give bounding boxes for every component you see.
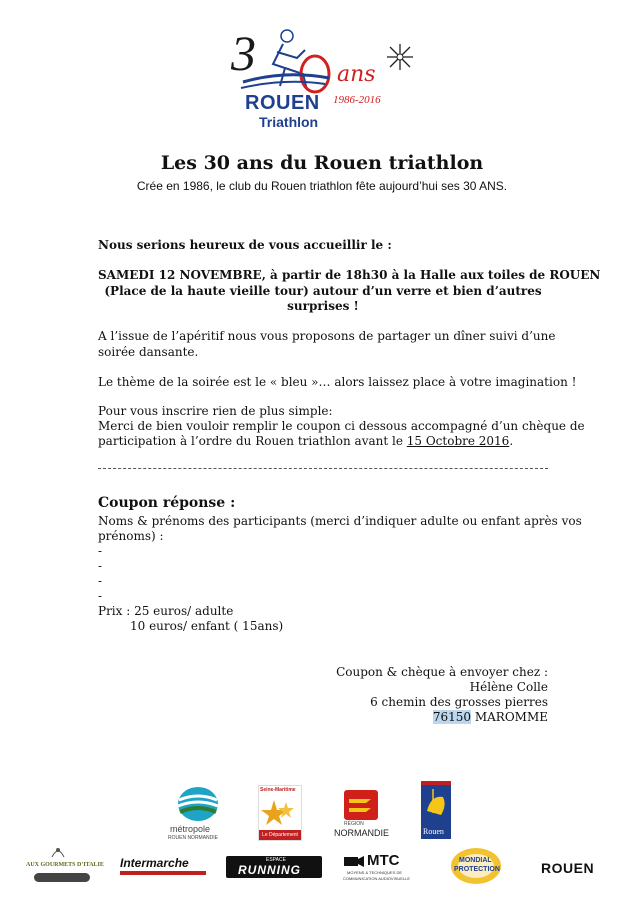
logo-triathlon-text: Triathlon <box>259 114 319 130</box>
mondial-text-1: MONDIAL <box>459 857 492 864</box>
sponsor-seine-maritime-logo <box>258 785 302 841</box>
coupon-title: Coupon réponse : <box>98 495 236 511</box>
register-line-3 <box>98 434 513 449</box>
logo-rouen-text: ROUEN <box>245 92 320 114</box>
sponsor-rouen-city-logo <box>421 781 451 839</box>
metropole-text: métropole <box>170 824 211 834</box>
sponsor-metropole-logo <box>168 786 228 842</box>
seine-top-text: Seine-Maritime <box>260 787 296 793</box>
sponsor-espace-running-logo <box>226 856 322 878</box>
address-line-4 <box>433 710 548 725</box>
address-line-2: Hélène Colle <box>469 680 548 694</box>
mtc-camera-icon <box>343 854 365 868</box>
running-text: RUNNING <box>238 863 301 877</box>
firework-icon <box>385 42 415 72</box>
event-line-2: (Place de la haute vieille tour) autour d’un verre et bien d’autres <box>104 284 542 298</box>
event-line-1: SAMEDI 12 NOVEMBRE, à partir de 18h30 à la Halle aux toiles de ROUEN <box>98 268 601 282</box>
rouen-triathlon-30-logo <box>225 24 425 136</box>
intermarche-underline <box>120 871 206 875</box>
intermarche-text: Intermarche <box>120 856 189 870</box>
mondial-text-2: PROTECTION <box>454 866 500 873</box>
event-line-3: surprises ! <box>287 299 359 313</box>
region-small-text: RÉGION <box>344 821 364 827</box>
postcode: 76150 <box>432 710 472 724</box>
rouen-city-text: Rouen <box>423 827 444 836</box>
invite-text: Nous serions heureux de vous accueillir le : <box>98 238 392 252</box>
mtc-sub-text-2: COMMUNICATION AUDIOVISUELLE <box>343 876 411 881</box>
espace-text: ESPACE <box>266 857 286 863</box>
logo-ans-text: ans <box>337 62 376 87</box>
sponsor-rouen-logo <box>541 860 611 880</box>
price-adult: Prix : 25 euros/ adulte <box>98 604 234 618</box>
metropole-globe-icon <box>176 786 220 822</box>
city: MAROMME <box>471 710 548 724</box>
sponsor-intermarche-logo <box>120 856 210 878</box>
register-line-3-suffix: . <box>509 434 514 448</box>
register-line-1: Pour vous inscrire rien de plus simple: <box>98 404 333 418</box>
mtc-sub-text-1: MOYENS & TECHNIQUES DE <box>347 870 403 875</box>
dinner-line-1: A l’issue de l’apéritif nous vous proposons de partager un dîner suivi d’une <box>98 329 556 343</box>
normandie-lions-icon <box>344 790 378 820</box>
address-line-1: Coupon & chèque à envoyer chez : <box>336 665 548 679</box>
names-line-2: prénoms) : <box>98 529 164 543</box>
name-blank-1: - <box>98 544 103 558</box>
document-title: Les 30 ans du Rouen triathlon <box>160 152 484 174</box>
deadline-date: 15 Octobre 2016 <box>406 434 510 448</box>
theme-text: Le thème de la soirée est le « bleu »… alors laissez place à votre imagination ! <box>98 375 577 389</box>
mtc-text: MTC <box>367 852 400 869</box>
price-child: 10 euros/ enfant ( 15ans) <box>130 619 284 633</box>
seine-bottom-text: Le Département <box>259 830 301 840</box>
cut-line-divider <box>98 468 548 469</box>
gourmets-ribbon <box>34 873 90 882</box>
seine-star-icon <box>260 796 300 826</box>
sponsor-region-normandie-logo <box>334 790 394 840</box>
gourmets-text: AUX GOURMETS D’ITALIE <box>26 862 104 868</box>
logo-years-text: 1986-2016 <box>333 94 381 106</box>
sponsor-mtc-logo <box>343 853 419 883</box>
region-text: NORMANDIE <box>334 828 390 838</box>
gourmets-figure-icon <box>50 845 66 859</box>
name-blank-4: - <box>98 589 103 603</box>
rouen-logo-text: ROUEN <box>541 860 595 876</box>
register-line-3-prefix: participation à l’ordre du Rouen triathlon avant le <box>98 434 407 448</box>
rouen-lamb-icon <box>421 781 451 827</box>
names-line-1: Noms & prénoms des participants (merci d’indiquer adulte ou enfant après vos <box>98 514 582 528</box>
name-blank-3: - <box>98 574 103 588</box>
sponsor-aux-gourmets-logo <box>26 845 104 887</box>
address-line-3: 6 chemin des grosses pierres <box>370 695 548 709</box>
dinner-line-2: soirée dansante. <box>98 345 199 359</box>
metropole-sub-text: ROUEN NORMANDIE <box>168 835 219 841</box>
document-subtitle: Crée en 1986, le club du Rouen triathlon fête aujourd’hui ses 30 ANS. <box>136 179 508 193</box>
name-blank-2: - <box>98 559 103 573</box>
logo-three: 3 <box>231 25 256 81</box>
register-line-2: Merci de bien vouloir remplir le coupon ci dessous accompagné d’un chèque de <box>98 419 585 433</box>
sponsor-mondial-protection-logo <box>449 846 503 890</box>
